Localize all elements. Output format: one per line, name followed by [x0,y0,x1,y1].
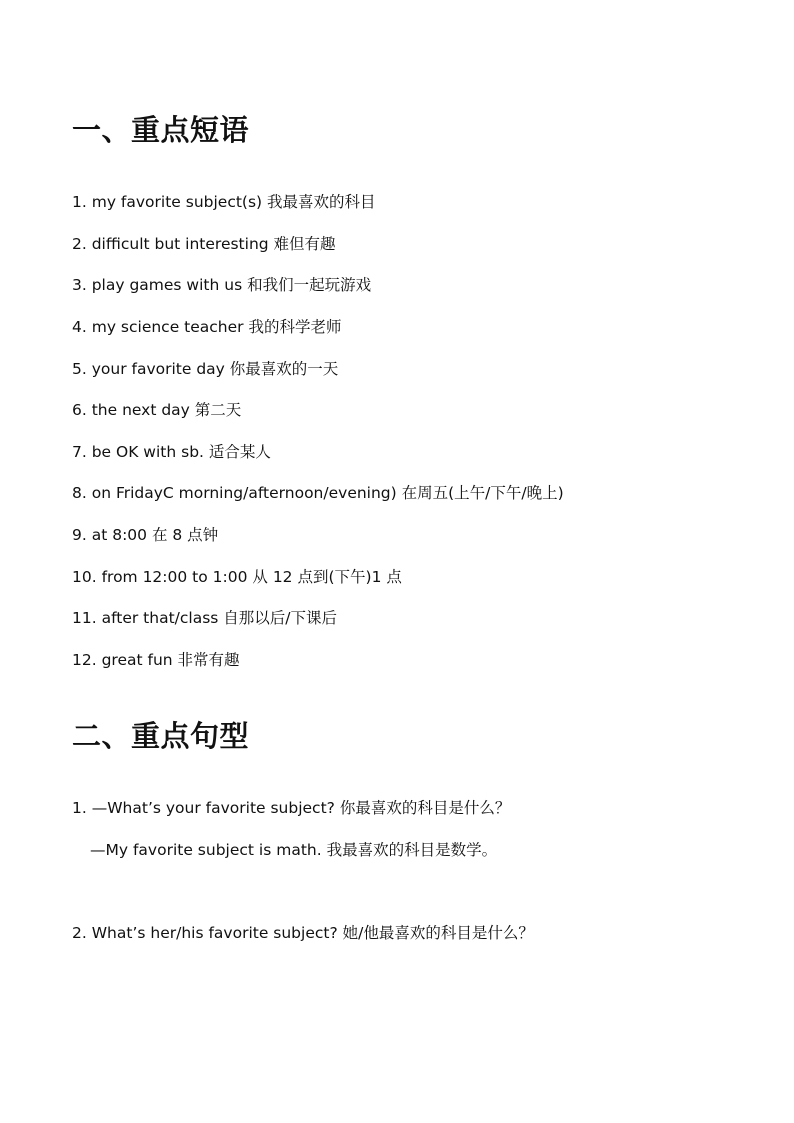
phrase-item: 4. my science teacher 我的科学老师 [72,318,342,336]
phrase-item: 1. my favorite subject(s) 我最喜欢的科目 [72,193,376,211]
sentence-item: 1. —What’s your favorite subject? 你最喜欢的科目是什么？ [72,799,511,817]
sentence-answer: —My favorite subject is math. 我最喜欢的科目是数学。 [90,841,498,859]
phrase-item: 2. difficult but interesting 难但有趣 [72,235,336,253]
phrase-item: 6. the next day 第二天 [72,401,242,419]
phrase-item: 10. from 12:00 to 1:00 从 12 点到(下午)1 点 [72,568,402,586]
phrase-item: 7. be OK with sb. 适合某人 [72,443,271,461]
section-heading-key-sentences: 二、重点句型 [72,719,250,753]
phrase-item: 3. play games with us 和我们一起玩游戏 [72,276,372,294]
phrase-item: 11. after that/class 自那以后/下课后 [72,609,337,627]
sentence-item: 2. What’s her/his favorite subject? 她/他最喜欢的科目是什么？ [72,924,534,942]
phrase-item: 8. on FridayC morning/afternoon/evening) 在周五(上午/下午/晚上) [72,484,564,502]
phrase-item: 12. great fun 非常有趣 [72,651,240,669]
phrase-item: 5. your favorite day 你最喜欢的一天 [72,360,339,378]
section-heading-key-phrases: 一、重点短语 [72,113,250,147]
phrase-item: 9. at 8:00 在 8 点钟 [72,526,219,544]
